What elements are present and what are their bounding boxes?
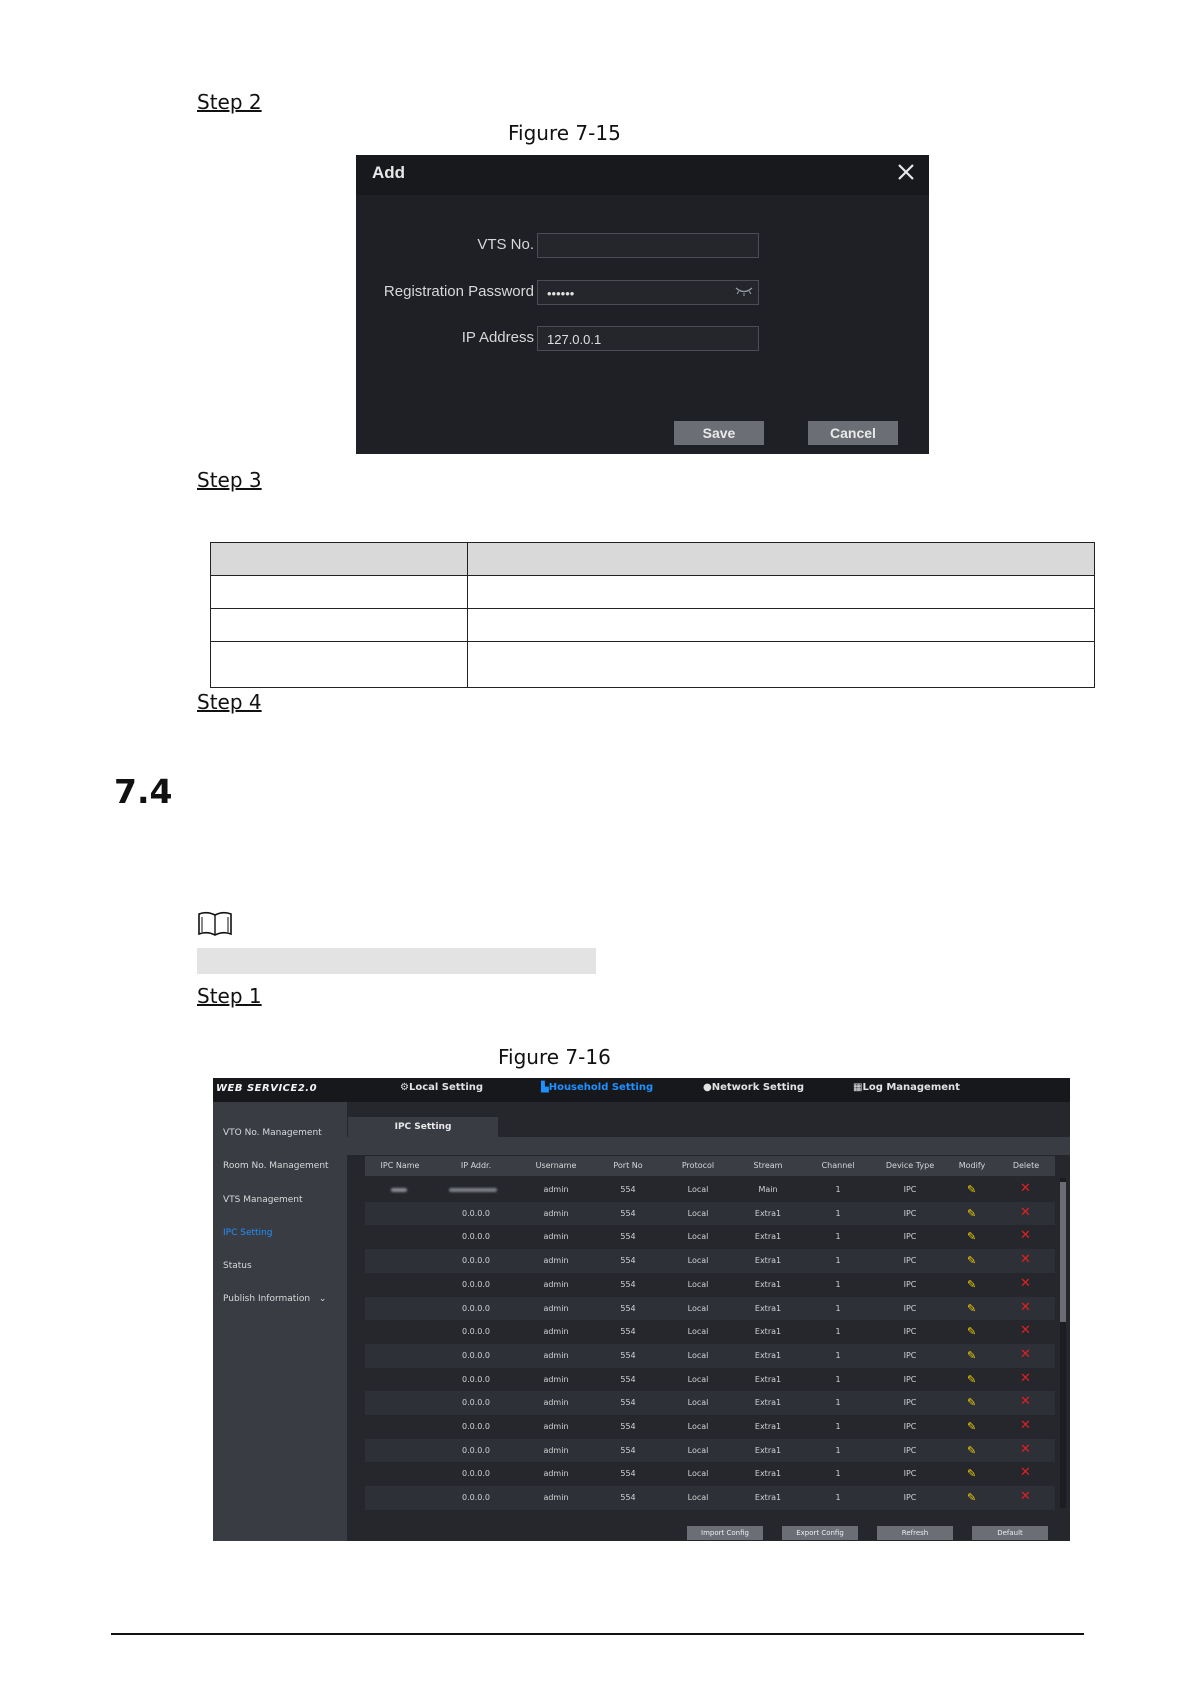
col-ip-addr: IP Addr. [460,1161,492,1170]
globe-icon: ● [703,1082,712,1093]
parameter-table [210,542,1095,688]
scrollbar-thumb[interactable] [1060,1182,1066,1322]
figure-7-15-caption: Figure 7-15 [508,121,621,145]
step-2-label: Step 2 [197,90,262,114]
default-button[interactable]: Default [972,1526,1048,1540]
delete-x-icon[interactable]: ✕ [1020,1370,1031,1386]
cell-ip-addr: 0.0.0.0 [462,1256,490,1266]
cell-stream: Extra1 [754,1279,782,1289]
cell-stream: Extra1 [754,1493,782,1503]
ipc-setting-screen [213,1078,1070,1541]
delete-x-icon[interactable]: ✕ [1020,1228,1031,1244]
cell-channel: 1 [835,1445,841,1455]
cell-device-type: IPC [903,1303,917,1313]
modify-pencil-icon[interactable]: ✎ [967,1348,977,1362]
close-icon[interactable] [893,159,919,185]
save-button[interactable]: Save [674,421,764,445]
figure-7-16-caption: Figure 7-16 [498,1045,611,1069]
cell-username: admin [543,1303,569,1313]
note-text-redacted [197,948,596,974]
nav-local-setting[interactable] [400,1082,483,1093]
nav-log-management[interactable] [853,1082,960,1093]
registration-password-input[interactable] [537,280,759,305]
cell-username: admin [543,1398,569,1408]
cell-protocol: Local [687,1279,709,1289]
cell-protocol: Local [687,1398,709,1408]
cell-port-no: 554 [620,1374,636,1384]
vts-no-label: VTS No. [477,236,534,253]
step-1-label: Step 1 [197,984,262,1008]
cell-channel: 1 [835,1208,841,1218]
tab-strip [347,1137,1070,1155]
cell-device-type: IPC [903,1350,917,1360]
delete-x-icon[interactable]: ✕ [1020,1465,1031,1481]
cell-port-no: 554 [620,1303,636,1313]
cell-device-type: IPC [903,1445,917,1455]
nav-network-setting[interactable] [703,1082,804,1093]
cell-username: admin [543,1208,569,1218]
table-row[interactable] [365,1344,1055,1368]
cell-protocol: Local [687,1232,709,1242]
section-number: 7.4 [114,772,173,811]
table-header-row [211,543,1095,576]
table-cell [211,642,468,688]
cell-device-type: IPC [903,1327,917,1337]
cell-stream: Extra1 [754,1469,782,1479]
table-row[interactable] [365,1320,1055,1344]
cell-ip-addr: 0.0.0.0 [462,1303,490,1313]
cell-stream: Extra1 [754,1350,782,1360]
cell-username: admin [543,1422,569,1431]
nav-label: Network Setting [711,1082,805,1093]
building-icon: ▙ [541,1082,549,1093]
cell-channel: 1 [835,1422,841,1431]
table-row[interactable] [365,1486,1055,1510]
cell-channel: 1 [835,1303,841,1313]
step-3-label: Step 3 [197,468,262,492]
cell-channel: 1 [835,1327,841,1337]
note-book-icon [197,910,233,943]
cell-ip-addr: 0.0.0.0 [462,1327,490,1337]
col-username: Username [535,1161,577,1170]
cell-ip-addr: 0.0.0.0 [462,1493,490,1503]
cell-device-type: IPC [903,1493,917,1503]
sidebar-item-vts-management[interactable]: VTS Management [223,1195,303,1205]
cell-port-no: 554 [620,1256,636,1266]
table-header-cell [468,543,1095,576]
table-row [211,609,1095,642]
col-protocol: Protocol [681,1161,715,1170]
table-cell [211,576,468,609]
document-icon: ▦ [853,1082,863,1093]
table-row[interactable] [365,1297,1055,1321]
footer-rule [111,1633,1084,1635]
table-cell [468,576,1095,609]
delete-x-icon[interactable]: ✕ [1020,1204,1031,1220]
cell-device-type: IPC [903,1256,917,1266]
chevron-down-icon: ⌄ [318,1294,327,1304]
cell-ip-addr: 0.0.0.0 [462,1469,490,1479]
brand-logo: WEB SERVICE2.0 [216,1083,318,1094]
cell-ip-addr: 0.0.0.0 [462,1374,490,1384]
cell-username: admin [543,1445,569,1455]
modify-pencil-icon[interactable]: ✎ [967,1443,977,1457]
delete-x-icon[interactable]: ✕ [1020,1252,1031,1268]
cell-device-type: IPC [903,1279,917,1289]
nav-label: Household Setting [548,1082,654,1093]
cell-protocol: Local [687,1208,709,1218]
col-channel: Channel [821,1161,855,1170]
cell-stream: Extra1 [754,1422,782,1431]
cell-device-type: IPC [903,1232,917,1242]
delete-x-icon[interactable]: ✕ [1020,1299,1031,1315]
modify-pencil-icon[interactable]: ✎ [967,1420,977,1433]
sidebar-item-status[interactable]: Status [223,1261,252,1271]
cell-protocol: Local [687,1445,709,1455]
cell-port-no: 554 [620,1185,636,1194]
cell-ip-addr: 0.0.0.0 [462,1398,490,1408]
cell-device-type: IPC [903,1469,917,1479]
cell-username: admin [543,1279,569,1289]
cell-port-no: 554 [620,1422,636,1431]
cell-device-type: IPC [903,1185,917,1194]
table-row[interactable] [365,1249,1055,1273]
export-config-button[interactable]: Export Config [782,1526,858,1540]
cell-port-no: 554 [620,1327,636,1337]
modify-pencil-icon[interactable]: ✎ [967,1277,977,1291]
cell-ip-addr: 0.0.0.0 [462,1350,490,1360]
vts-no-input[interactable] [537,233,759,258]
table-row[interactable] [365,1273,1055,1297]
cell-protocol: Local [687,1256,709,1266]
dialog-header [356,155,929,195]
cell-stream: Extra1 [754,1256,782,1266]
cell-port-no: 554 [620,1493,636,1503]
dialog-title: Add [372,163,406,182]
tab-ipc-setting[interactable]: IPC Setting [348,1117,498,1137]
table-row[interactable] [365,1202,1055,1226]
delete-x-icon[interactable]: ✕ [1020,1275,1031,1291]
cell-protocol: Local [687,1327,709,1337]
cell-device-type: IPC [903,1398,917,1408]
cell-protocol: Local [687,1350,709,1360]
cell-channel: 1 [835,1493,841,1503]
modify-pencil-icon[interactable]: ✎ [967,1183,977,1196]
cell-port-no: 554 [620,1208,636,1218]
cell-port-no: 554 [620,1350,636,1360]
cell-port-no: 554 [620,1398,636,1408]
cell-port-no: 554 [620,1279,636,1289]
delete-x-icon[interactable]: ✕ [1020,1394,1031,1410]
cell-username: admin [543,1374,569,1384]
registration-password-label: Registration Password [383,283,534,300]
ip-address-input[interactable]: 127.0.0.1 [537,326,759,351]
cell-port-no: 554 [620,1469,636,1479]
modify-pencil-icon[interactable]: ✎ [967,1230,977,1244]
delete-x-icon[interactable]: ✕ [1020,1181,1031,1196]
cell-channel: 1 [835,1350,841,1360]
cell-username: admin [543,1327,569,1337]
cell-username: admin [543,1185,569,1194]
delete-x-icon[interactable]: ✕ [1020,1441,1031,1457]
cell-channel: 1 [835,1185,841,1194]
cell-ip-addr: 0.0.0.0 [462,1445,490,1455]
cell-protocol: Local [687,1303,709,1313]
table-row [211,576,1095,609]
modify-pencil-icon[interactable]: ✎ [967,1325,977,1339]
cell-username: admin [543,1232,569,1242]
col-stream: Stream [753,1161,783,1170]
table-cell [468,642,1095,688]
cell-channel: 1 [835,1469,841,1479]
cell-stream: Extra1 [754,1208,782,1218]
cell-channel: 1 [835,1398,841,1408]
table-row[interactable] [365,1415,1055,1439]
table-row[interactable] [365,1368,1055,1392]
table-header-row [365,1156,1055,1176]
table-cell [468,609,1095,642]
cell-protocol: Local [687,1469,709,1479]
table-row[interactable] [365,1462,1055,1486]
step-4-label: Step 4 [197,690,262,714]
modify-pencil-icon[interactable]: ✎ [967,1206,977,1220]
table-row[interactable] [365,1391,1055,1415]
nav-household-setting[interactable] [541,1082,653,1093]
sidebar-item-room-no-management[interactable]: Room No. Management [223,1161,329,1171]
sidebar-item-label: Publish Information [223,1294,311,1304]
table-row[interactable] [365,1178,1055,1202]
password-value: •••••• [547,286,575,301]
cell-stream: Extra1 [754,1445,782,1455]
cell-username: admin [543,1493,569,1503]
ip-address-label: IP Address [461,329,534,346]
nav-label: Log Management [862,1082,960,1093]
cell-device-type: IPC [903,1422,917,1431]
add-dialog [356,155,929,454]
modify-pencil-icon[interactable]: ✎ [967,1467,977,1481]
table-row[interactable] [365,1439,1055,1463]
delete-x-icon[interactable]: ✕ [1020,1489,1031,1505]
redacted-ipc-name [391,1188,407,1192]
cell-device-type: IPC [903,1208,917,1218]
gear-icon: ⚙ [400,1082,409,1093]
eye-closed-icon[interactable] [734,285,754,300]
cell-port-no: 554 [620,1445,636,1455]
delete-x-icon[interactable]: ✕ [1020,1418,1031,1433]
cell-protocol: Local [687,1185,709,1194]
delete-x-icon[interactable]: ✕ [1020,1346,1031,1362]
cell-protocol: Local [687,1422,709,1431]
cell-stream: Extra1 [754,1232,782,1242]
nav-label: Local Setting [408,1082,484,1093]
cell-ip-addr: 0.0.0.0 [462,1422,490,1431]
cancel-button[interactable]: Cancel [808,421,898,445]
cell-port-no: 554 [620,1232,636,1242]
refresh-button[interactable]: Refresh [877,1526,953,1540]
cell-stream: Extra1 [754,1374,782,1384]
modify-pencil-icon[interactable]: ✎ [967,1301,977,1315]
modify-pencil-icon[interactable]: ✎ [967,1396,977,1410]
cell-stream: Extra1 [754,1398,782,1408]
cell-stream: Extra1 [754,1327,782,1337]
cell-stream: Extra1 [754,1303,782,1313]
cell-username: admin [543,1350,569,1360]
col-delete: Delete [1012,1161,1040,1170]
cell-channel: 1 [835,1256,841,1266]
redacted-ip-addr [449,1188,497,1192]
cell-device-type: IPC [903,1374,917,1384]
table-header-cell [211,543,468,576]
cell-channel: 1 [835,1232,841,1242]
col-ipc-name: IPC Name [380,1161,420,1170]
cell-ip-addr: 0.0.0.0 [462,1232,490,1242]
cell-username: admin [543,1256,569,1266]
table-row [211,642,1095,688]
cell-channel: 1 [835,1374,841,1384]
cell-protocol: Local [687,1493,709,1503]
modify-pencil-icon[interactable]: ✎ [967,1372,977,1386]
modify-pencil-icon[interactable]: ✎ [967,1254,977,1268]
sidebar-item-ipc-setting[interactable]: IPC Setting [223,1228,273,1238]
cell-ip-addr: 0.0.0.0 [462,1279,490,1289]
sidebar-item-publish-information[interactable] [223,1294,326,1304]
col-modify: Modify [958,1161,986,1170]
table-cell [211,609,468,642]
table-row[interactable] [365,1225,1055,1249]
cell-stream: Main [758,1185,778,1194]
col-port-no: Port No [613,1161,643,1170]
import-config-button[interactable]: Import Config [687,1526,763,1540]
cell-channel: 1 [835,1279,841,1289]
cell-ip-addr: 0.0.0.0 [462,1208,490,1218]
modify-pencil-icon[interactable]: ✎ [967,1491,977,1505]
cell-username: admin [543,1469,569,1479]
delete-x-icon[interactable]: ✕ [1020,1323,1031,1339]
col-device-type: Device Type [885,1161,935,1170]
sidebar-item-vto-no-management[interactable]: VTO No. Management [223,1128,322,1138]
cell-protocol: Local [687,1374,709,1384]
